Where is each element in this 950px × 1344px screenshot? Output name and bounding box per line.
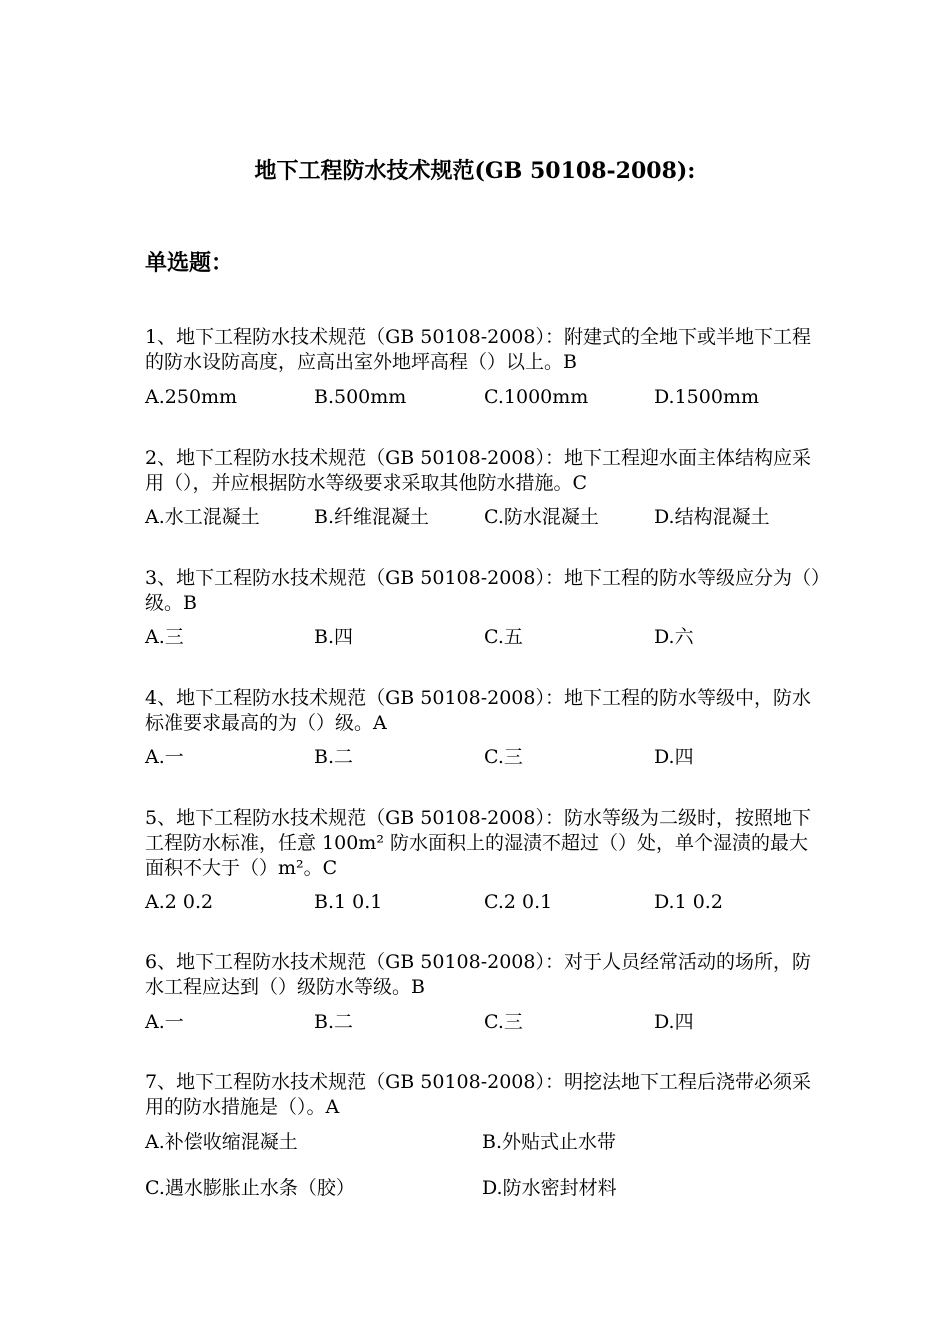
- option-d: D.1500mm: [654, 386, 759, 408]
- question-5-text: 5、地下工程防水技术规范（GB 50108-2008）：防水等级为二级时，按照地下工程防水标准，任意 100m² 防水面积上的湿渍不超过（）处，单个湿渍的最大面积不大于（）m²。C: [145, 807, 811, 879]
- option-a: A.250mm: [145, 386, 238, 408]
- question-1-text: 1、地下工程防水技术规范（GB 50108-2008）：附建式的全地下或半地下工程的防水设防高度，应高出室外地坪高程（）以上。B: [145, 326, 811, 373]
- option-b: B.二: [314, 746, 354, 768]
- question-3-options: [145, 625, 825, 650]
- option-c: C.三: [484, 746, 523, 768]
- question-4-text: 4、地下工程防水技术规范（GB 50108-2008）：地下工程的防水等级中，防水标准要求最高的为（）级。A: [145, 687, 811, 734]
- option-a: A.2 0.2: [145, 891, 214, 913]
- option-c: C.防水混凝土: [484, 506, 599, 528]
- option-a: A.一: [145, 1011, 184, 1033]
- option-a: A.三: [145, 626, 184, 648]
- question-4-options: [145, 745, 825, 770]
- option-b: B.1 0.1: [314, 891, 383, 913]
- question-7-options-row-2: [145, 1176, 825, 1201]
- question-5-options: [145, 890, 825, 915]
- option-d: D.1 0.2: [654, 891, 723, 913]
- option-a: A.水工混凝土: [145, 506, 260, 528]
- option-d: D.四: [654, 746, 694, 768]
- option-a: A.补偿收缩混凝土: [145, 1131, 298, 1153]
- option-b: B.纤维混凝土: [314, 506, 430, 528]
- option-b: B.四: [314, 626, 354, 648]
- section-heading: 单选题：: [145, 250, 234, 276]
- question-2-text: 2、地下工程防水技术规范（GB 50108-2008）：地下工程迎水面主体结构应采用（），并应根据防水等级要求采取其他防水措施。C: [145, 447, 811, 494]
- option-d: D.防水密封材料: [482, 1177, 617, 1199]
- option-c: C.2 0.1: [484, 891, 553, 913]
- option-a: A.一: [145, 746, 184, 768]
- option-c: C.三: [484, 1011, 523, 1033]
- question-6-options: [145, 1010, 825, 1035]
- option-d: D.四: [654, 1011, 694, 1033]
- question-7-text: 7、地下工程防水技术规范（GB 50108-2008）：明挖法地下工程后浇带必须采用的防水措施是（）。A: [145, 1071, 811, 1118]
- option-b: B.二: [314, 1011, 354, 1033]
- option-b: B.外贴式止水带: [482, 1131, 617, 1153]
- question-7-options-row-1: [145, 1130, 825, 1155]
- option-b: B.500mm: [314, 386, 407, 408]
- option-d: D.结构混凝土: [654, 506, 770, 528]
- document-title: 地下工程防水技术规范(GB 50108-2008):: [254, 158, 696, 184]
- question-6-text: 6、地下工程防水技术规范（GB 50108-2008）：对于人员经常活动的场所，防水工程应达到（）级防水等级。B: [145, 951, 811, 998]
- question-3-text: 3、地下工程防水技术规范（GB 50108-2008）：地下工程的防水等级应分为（）级。B: [145, 567, 821, 614]
- option-c: C.五: [484, 626, 523, 648]
- option-c: C.1000mm: [484, 386, 589, 408]
- question-1-options: [145, 385, 825, 410]
- option-c: C.遇水膨胀止水条（胶）: [145, 1177, 355, 1199]
- option-d: D.六: [654, 626, 694, 648]
- question-2-options: [145, 505, 825, 530]
